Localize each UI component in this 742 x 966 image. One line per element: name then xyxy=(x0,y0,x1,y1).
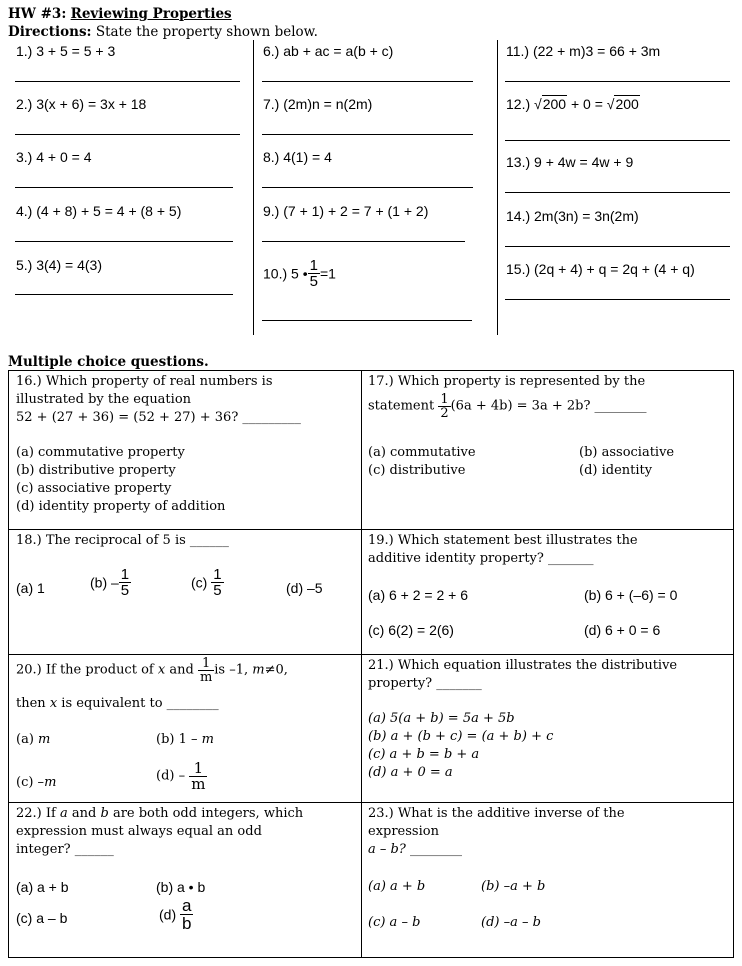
q17-line2-prefix: statement xyxy=(368,398,435,414)
q18-b-fraction xyxy=(119,567,131,598)
q20-m-cond: m xyxy=(252,662,265,678)
problem-10-fraction xyxy=(308,258,320,289)
q20-line1-and: and xyxy=(169,662,194,678)
sqrt-1: √200 xyxy=(534,96,567,112)
q22-d-fraction xyxy=(180,897,193,932)
q17-fraction xyxy=(438,393,450,420)
answer-blank-10[interactable] xyxy=(262,320,472,321)
q21-line2: property? _______ xyxy=(368,676,482,691)
q23-option-b[interactable]: (b) –a + b xyxy=(481,879,546,894)
answer-blank-3[interactable] xyxy=(15,187,233,188)
problem-13: 13.) 9 + 4w = 4w + 9 xyxy=(506,154,634,170)
q18-c-label: (c) xyxy=(191,574,208,591)
q16-option-a[interactable]: (a) commutative property xyxy=(16,445,185,460)
q23-option-d[interactable]: (d) –a – b xyxy=(481,915,541,930)
q20-x-var: x xyxy=(157,662,166,678)
fraction-denominator: m xyxy=(191,775,206,793)
problem-7: 7.) (2m)n = n(2m) xyxy=(263,96,373,112)
q20-c-label: (c) – xyxy=(16,775,45,790)
answer-blank-8[interactable] xyxy=(262,187,473,188)
q21-option-c[interactable]: (c) a + b = b + a xyxy=(368,747,480,762)
directions-text: State the property shown below. xyxy=(95,24,318,40)
problem-11: 11.) (22 + m)3 = 66 + 3m xyxy=(506,43,661,59)
problem-10-suffix: =1 xyxy=(319,265,336,282)
q20-line1-cond: ≠0, xyxy=(264,662,288,678)
fraction-denominator: 5 xyxy=(120,582,130,599)
question-21 xyxy=(368,657,728,800)
q20-line1-prefix: 20.) If the product of xyxy=(16,662,154,678)
q16-option-c[interactable]: (c) associative property xyxy=(16,481,172,496)
q20-option-a[interactable] xyxy=(16,731,50,749)
q20-line1 xyxy=(16,657,288,684)
q19-line1: 19.) Which statement best illustrates the xyxy=(368,533,638,548)
q16-line2: illustrated by the equation xyxy=(16,392,192,407)
q17-line2 xyxy=(368,393,647,420)
q19-option-d[interactable]: (d) 6 + 0 = 6 xyxy=(584,622,661,638)
q22-line2: expression must always equal an odd xyxy=(16,824,262,839)
q20-c-var: m xyxy=(44,775,57,790)
q22-b-var: b xyxy=(100,806,109,821)
problem-1: 1.) 3 + 5 = 5 + 3 xyxy=(16,43,116,59)
problem-3: 3.) 4 + 0 = 4 xyxy=(16,149,92,165)
q21-option-d[interactable]: (d) a + 0 = a xyxy=(368,765,453,780)
problem-10-prefix: 10.) 5 • xyxy=(263,265,308,282)
fraction-denominator: 5 xyxy=(213,582,222,599)
q18-b-label: (b) – xyxy=(90,574,119,591)
answer-blank-15[interactable] xyxy=(505,299,730,300)
answer-blank-4[interactable] xyxy=(15,241,233,242)
q16-line1: 16.) Which property of real numbers is xyxy=(16,374,273,389)
answer-blank-5[interactable] xyxy=(15,294,233,295)
radicand-2: 200 xyxy=(615,96,639,112)
q22-d-label: (d) xyxy=(159,906,177,923)
q20-option-b[interactable] xyxy=(156,731,214,749)
worksheet-title xyxy=(8,6,232,22)
answer-blank-14[interactable] xyxy=(505,246,730,247)
q18-option-b[interactable] xyxy=(90,567,131,598)
title-text: Reviewing Properties xyxy=(70,6,232,22)
q20-b-label: (b) 1 – xyxy=(156,732,198,747)
problem-12 xyxy=(506,96,640,112)
q22-option-b[interactable]: (b) a • b xyxy=(156,879,206,895)
mc-grid xyxy=(8,370,734,958)
q20-d-fraction xyxy=(189,761,207,792)
q20-line2 xyxy=(16,695,219,713)
problem-5: 5.) 3(4) = 4(3) xyxy=(16,257,102,273)
question-16 xyxy=(16,373,356,527)
column-divider-2 xyxy=(497,40,498,335)
q21-option-b[interactable]: (b) a + (b + c) = (a + b) + c xyxy=(368,729,554,744)
q20-a-var: m xyxy=(38,732,51,747)
q21-line1: 21.) Which equation illustrates the distributive xyxy=(368,658,678,673)
q20-line2-prefix: then xyxy=(16,696,46,711)
q23-line3: a – b? ________ xyxy=(368,842,462,857)
fraction-numerator: 1 xyxy=(201,656,211,671)
q16-line3: 52 + (27 + 36) = (52 + 27) + 36? _________ xyxy=(16,410,301,425)
q16-option-b[interactable]: (b) distributive property xyxy=(16,463,176,478)
q19-line2: additive identity property? _______ xyxy=(368,551,594,566)
problem-9: 9.) (7 + 1) + 2 = 7 + (1 + 2) xyxy=(263,203,429,219)
fraction-denominator: 5 xyxy=(309,273,318,290)
grid-vertical-divider xyxy=(361,371,362,957)
q18-line1: 18.) The reciprocal of 5 is ______ xyxy=(16,533,229,548)
fraction-denominator: b xyxy=(182,914,192,933)
q22-a-var: a xyxy=(59,806,68,821)
problem-12-prefix: 12.) xyxy=(506,96,531,112)
q18-option-a[interactable]: (a) 1 xyxy=(16,580,45,596)
q22-option-a[interactable]: (a) a + b xyxy=(16,879,69,895)
q20-fraction xyxy=(198,657,214,684)
fraction-numerator: 1 xyxy=(193,759,204,777)
answer-blank-6[interactable] xyxy=(262,81,473,82)
q20-line2-suffix: is equivalent to ________ xyxy=(61,696,219,711)
problem-2: 2.) 3(x + 6) = 3x + 18 xyxy=(16,96,147,112)
q20-a-label: (a) xyxy=(16,732,34,747)
q20-line2-x: x xyxy=(49,696,58,711)
q17-line2-suffix: (6a + 4b) = 3a + 2b? ________ xyxy=(450,398,647,414)
fraction-denominator: 2 xyxy=(440,406,449,421)
question-20 xyxy=(16,657,356,800)
fraction-numerator: a xyxy=(182,896,192,915)
q20-d-label: (d) – xyxy=(156,768,186,784)
grid-row-divider-3 xyxy=(9,802,733,803)
q20-b-var: m xyxy=(201,732,214,747)
q20-option-c[interactable] xyxy=(16,774,56,792)
q19-option-a[interactable]: (a) 6 + 2 = 2 + 6 xyxy=(368,587,469,603)
problem-12-mid: + 0 = xyxy=(567,96,607,112)
q23-option-a[interactable]: (a) a + b xyxy=(368,879,426,894)
q17-line1: 17.) Which property is represented by the xyxy=(368,374,646,389)
q22-option-d[interactable] xyxy=(159,897,193,932)
question-18 xyxy=(16,532,356,652)
q19-option-b[interactable]: (b) 6 + (–6) = 0 xyxy=(584,587,678,603)
q23-line2: expression xyxy=(368,824,439,839)
q20-line1-suffix: is –1, xyxy=(214,662,249,678)
q21-option-a[interactable]: (a) 5(a + b) = 5a + 5b xyxy=(368,711,515,726)
q19-option-c[interactable]: (c) 6(2) = 2(6) xyxy=(368,622,454,638)
problem-10 xyxy=(263,258,336,289)
fraction-numerator: 1 xyxy=(120,566,130,583)
q16-option-d[interactable]: (d) identity property of addition xyxy=(16,499,226,514)
answer-blank-13[interactable] xyxy=(505,192,730,193)
q18-c-fraction xyxy=(211,567,223,598)
column-divider-1 xyxy=(253,40,254,335)
q22-option-c[interactable]: (c) a – b xyxy=(16,910,68,926)
q17-option-c[interactable]: (c) distributive xyxy=(368,463,466,478)
q18-option-d[interactable]: (d) –5 xyxy=(286,580,323,596)
q22-line1-and: and xyxy=(71,806,97,821)
answer-blank-2[interactable] xyxy=(15,134,240,135)
grid-row-divider-2 xyxy=(9,654,733,655)
answer-blank-9[interactable] xyxy=(262,241,465,242)
directions-label: Directions: xyxy=(8,24,92,40)
question-17 xyxy=(368,373,728,527)
problem-14: 14.) 2m(3n) = 3n(2m) xyxy=(506,208,639,224)
q20-option-d[interactable] xyxy=(156,761,207,792)
q22-line3: integer? ______ xyxy=(16,842,114,857)
fraction-numerator: 1 xyxy=(440,392,449,407)
mc-heading: Multiple choice questions. xyxy=(8,354,209,370)
fraction-numerator: 1 xyxy=(309,257,318,274)
q17-option-d[interactable]: (d) identity xyxy=(579,463,653,478)
answer-blank-12[interactable] xyxy=(505,140,730,141)
answer-blank-7[interactable] xyxy=(262,134,473,135)
fraction-denominator: m xyxy=(199,670,213,685)
q17-option-b[interactable]: (b) associative xyxy=(579,445,675,460)
q17-option-a[interactable]: (a) commutative xyxy=(368,445,476,460)
question-23 xyxy=(368,805,728,955)
problem-6: 6.) ab + ac = a(b + c) xyxy=(263,43,394,59)
problem-15: 15.) (2q + 4) + q = 2q + (4 + q) xyxy=(506,261,695,277)
question-19 xyxy=(368,532,728,652)
problem-8: 8.) 4(1) = 4 xyxy=(263,149,332,165)
fraction-numerator: 1 xyxy=(213,566,222,583)
q23-line1: 23.) What is the additive inverse of the xyxy=(368,806,625,821)
answer-blank-1[interactable] xyxy=(15,81,240,82)
q22-line1-prefix: 22.) If xyxy=(16,806,56,821)
grid-row-divider-1 xyxy=(9,529,733,530)
answer-blank-11[interactable] xyxy=(505,81,730,82)
q23-option-c[interactable]: (c) a – b xyxy=(368,915,421,930)
q22-line1 xyxy=(16,805,303,823)
hw-label: HW #3: xyxy=(8,6,67,22)
problem-4: 4.) (4 + 8) + 5 = 4 + (8 + 5) xyxy=(16,203,182,219)
question-22 xyxy=(16,805,356,955)
directions xyxy=(8,24,318,40)
q18-option-c[interactable] xyxy=(191,567,224,598)
radicand-1: 200 xyxy=(542,96,567,112)
q22-line1-suffix: are both odd integers, which xyxy=(112,806,304,821)
sqrt-2: √200 xyxy=(606,96,639,112)
